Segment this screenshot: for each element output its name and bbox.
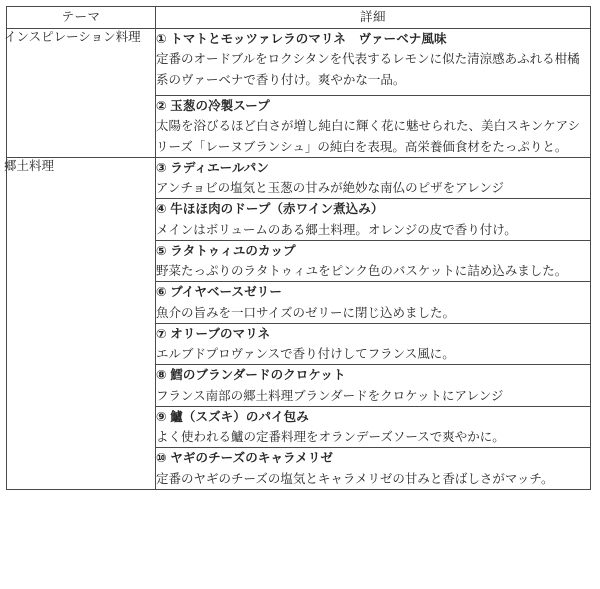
dish-name-8: 鱈のブランダードのクロケット <box>170 368 346 383</box>
dish-name-10: ヤギのチーズのキャラメリゼ <box>170 451 333 466</box>
theme-label: 郷土料理 <box>4 158 55 173</box>
dish-title-2 <box>156 96 590 116</box>
column-header-theme: テーマ <box>7 7 156 29</box>
dish-number-9: ⑨ <box>156 409 167 424</box>
dish-description-10: 定番のヤギのチーズの塩気とキャラメリゼの甘みと香ばしさがマッチ。 <box>156 471 554 486</box>
detail-cell-item-2 <box>156 96 591 158</box>
dish-number-8: ⑧ <box>156 368 167 383</box>
dish-title-1 <box>156 29 590 49</box>
dish-description-2: 太陽を浴びるほど白さが増し純白に輝く花に魅せられた、美白スキンケアシリーズ「レーヌブランシュ」の純白を表現。高栄養価食材をたっぷりと。 <box>156 119 581 154</box>
detail-cell-item-9 <box>156 406 591 448</box>
table-row <box>7 29 591 96</box>
dish-description-1: 定番のオードブルをロクシタンを代表するレモンに似た清涼感あふれる柑橘系のヴァーベナで香り付け。爽やかな一品。 <box>156 52 580 87</box>
detail-cell-item-3 <box>156 157 591 199</box>
dish-title-9 <box>156 407 590 427</box>
dish-number-2: ② <box>156 99 167 113</box>
dish-name-9: 鱸（スズキ）のパイ包み <box>170 409 309 424</box>
detail-cell-item-6 <box>156 282 591 324</box>
dish-description-5: 野菜たっぷりのラタトゥィユをピンク色のバスケットに詰め込みました。 <box>156 264 568 278</box>
dish-title-4 <box>156 199 590 219</box>
dish-title-8 <box>156 365 590 385</box>
dish-description-3: アンチョビの塩気と玉葱の甘みが絶妙な南仏のピザをアレンジ <box>156 181 505 195</box>
dish-name-5: ラタトゥィユのカップ <box>170 243 296 258</box>
table-row <box>7 157 591 199</box>
dish-title-7 <box>156 324 590 344</box>
dish-number-4: ④ <box>156 202 167 217</box>
dish-title-3 <box>156 158 590 178</box>
dish-title-10 <box>156 448 590 468</box>
dish-description-9: よく使われる鱸の定番料理をオランデーズソースで爽やかに。 <box>156 430 505 444</box>
detail-cell-item-1 <box>156 29 591 96</box>
theme-label: インスピレーション料理 <box>4 30 141 44</box>
dish-description-4: メインはボリュームのある郷土料理。オレンジの皮で香り付け。 <box>156 222 517 237</box>
column-header-detail: 詳細 <box>156 7 591 29</box>
dish-description-7: エルブドプロヴァンスで香り付けしてフランス風に。 <box>156 347 455 361</box>
menu-table <box>6 6 591 490</box>
dish-name-2: 玉葱の冷製スープ <box>170 99 270 113</box>
dish-name-4: 牛ほほ肉のドープ（赤ワイン煮込み） <box>170 202 384 217</box>
dish-title-6 <box>156 282 590 302</box>
dish-number-6: ⑥ <box>156 285 167 300</box>
dish-number-3: ③ <box>156 160 167 175</box>
dish-name-7: オリーブのマリネ <box>170 326 271 341</box>
dish-name-1: トマトとモッツァレラのマリネ ヴァーベナ風味 <box>170 32 447 46</box>
dish-number-5: ⑤ <box>156 243 167 258</box>
theme-cell-regional <box>4 157 156 489</box>
detail-cell-item-4 <box>156 199 591 241</box>
dish-title-5 <box>156 241 590 261</box>
detail-cell-item-8 <box>156 365 591 407</box>
table-header-row <box>7 7 591 29</box>
dish-description-8: フランス南部の郷土料理ブランダードをクロケットにアレンジ <box>156 388 504 403</box>
dish-name-3: ラディエールパン <box>170 160 269 175</box>
detail-cell-item-10 <box>156 448 591 490</box>
detail-cell-item-7 <box>156 323 591 365</box>
dish-number-1: ① <box>156 32 167 46</box>
dish-number-7: ⑦ <box>156 326 167 341</box>
dish-name-6: ブイヤベースゼリー <box>170 285 282 300</box>
theme-cell-inspiration <box>4 29 156 158</box>
dish-description-6: 魚介の旨みを一口サイズのゼリーに閉じ込めました。 <box>156 305 456 320</box>
dish-number-10: ⑩ <box>156 451 167 466</box>
detail-cell-item-5 <box>156 240 591 282</box>
